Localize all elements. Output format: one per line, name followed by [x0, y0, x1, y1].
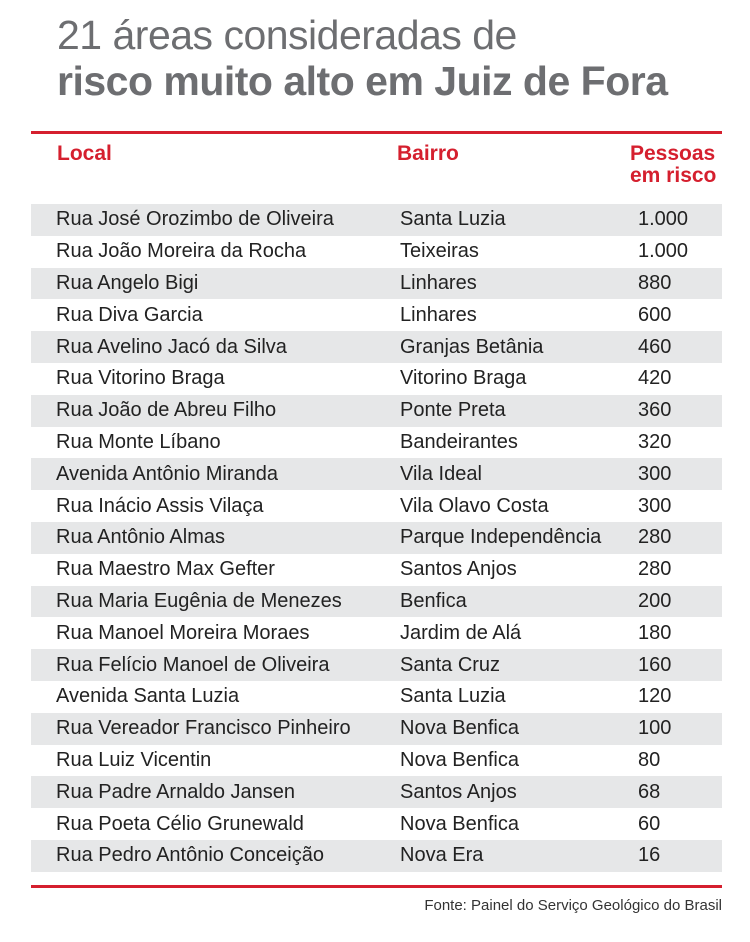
table-row: [31, 617, 722, 649]
title-line-2: risco muito alto em Juiz de Fora: [57, 58, 668, 104]
table-row: [31, 776, 722, 808]
cell-bairro: Santos Anjos: [400, 780, 517, 803]
cell-local: Rua Diva Garcia: [56, 303, 203, 326]
cell-pessoas: 1.000: [638, 208, 689, 231]
cell-local: Rua João Moreira da Rocha: [56, 240, 307, 263]
table-row: [31, 299, 722, 331]
table-row: [31, 458, 722, 490]
cell-pessoas: 420: [638, 367, 672, 390]
title-line-1: 21 áreas consideradas de: [57, 12, 517, 58]
bottom-divider: [31, 885, 722, 888]
table-row: [31, 331, 722, 363]
cell-pessoas: 100: [638, 717, 672, 740]
cell-bairro: Nova Benfica: [400, 748, 519, 771]
cell-pessoas: 160: [638, 653, 672, 676]
cell-local: Rua Angelo Bigi: [56, 271, 199, 294]
cell-bairro: Vitorino Braga: [400, 367, 527, 390]
cell-local: Rua Vereador Francisco Pinheiro: [56, 717, 351, 740]
cell-pessoas: 880: [638, 271, 672, 294]
cell-pessoas: 460: [638, 335, 672, 358]
chart-title: [57, 12, 747, 104]
column-header-local: Local: [57, 142, 112, 165]
cell-local: Rua Padre Arnaldo Jansen: [56, 780, 296, 803]
cell-local: Rua Maestro Max Gefter: [56, 558, 275, 581]
cell-pessoas: 200: [638, 589, 672, 612]
cell-bairro: Linhares: [400, 271, 477, 294]
cell-local: Rua Avelino Jacó da Silva: [56, 335, 287, 358]
cell-local: Rua Maria Eugênia de Menezes: [56, 589, 342, 612]
column-header-pessoas-line1: Pessoas: [630, 142, 716, 165]
cell-bairro: Benfica: [400, 589, 467, 612]
cell-local: Rua Monte Líbano: [56, 430, 221, 453]
cell-pessoas: 600: [638, 303, 672, 326]
cell-bairro: Jardim de Alá: [400, 621, 522, 644]
table-row: [31, 427, 722, 459]
table-row: [31, 649, 722, 681]
cell-bairro: Santos Anjos: [400, 558, 517, 581]
table-row: [31, 204, 722, 236]
cell-pessoas: 280: [638, 558, 672, 581]
table-row: [31, 395, 722, 427]
cell-local: Rua Luiz Vicentin: [56, 748, 212, 771]
cell-local: Avenida Antônio Miranda: [56, 462, 279, 485]
cell-bairro: Granjas Betânia: [400, 335, 544, 358]
table-row: [31, 554, 722, 586]
cell-bairro: Nova Benfica: [400, 717, 519, 740]
table-row: [31, 490, 722, 522]
cell-pessoas: 360: [638, 399, 672, 422]
table-row: [31, 268, 722, 300]
table-row: [31, 840, 722, 872]
cell-local: Rua Inácio Assis Vilaça: [56, 494, 264, 517]
table-row: [31, 236, 722, 268]
cell-local: Rua Felício Manoel de Oliveira: [56, 653, 330, 676]
cell-pessoas: 180: [638, 621, 672, 644]
cell-bairro: Linhares: [400, 303, 477, 326]
table-row: [31, 681, 722, 713]
table-row: [31, 363, 722, 395]
cell-pessoas: 68: [638, 780, 661, 803]
cell-bairro: Santa Luzia: [400, 208, 506, 231]
cell-bairro: Vila Ideal: [400, 462, 482, 485]
cell-pessoas: 16: [638, 844, 661, 867]
table-row: [31, 522, 722, 554]
table-row: [31, 745, 722, 777]
cell-local: Rua Pedro Antônio Conceição: [56, 844, 324, 867]
cell-pessoas: 120: [638, 685, 672, 708]
column-header-pessoas: [630, 143, 730, 187]
risk-table: [31, 204, 722, 872]
top-divider: [31, 131, 722, 134]
cell-pessoas: 280: [638, 526, 672, 549]
column-header-pessoas-line2: em risco: [630, 164, 717, 187]
cell-bairro: Nova Benfica: [400, 812, 519, 835]
cell-bairro: Parque Independência: [400, 526, 602, 549]
cell-pessoas: 80: [638, 748, 661, 771]
cell-bairro: Vila Olavo Costa: [400, 494, 549, 517]
cell-bairro: Ponte Preta: [400, 399, 506, 422]
cell-bairro: Bandeirantes: [400, 430, 518, 453]
column-header-bairro: Bairro: [397, 142, 459, 165]
table-row: [31, 586, 722, 618]
table-row: [31, 808, 722, 840]
cell-local: Rua Manoel Moreira Moraes: [56, 621, 310, 644]
cell-local: Rua Vitorino Braga: [56, 367, 225, 390]
cell-pessoas: 1.000: [638, 240, 689, 263]
cell-local: Avenida Santa Luzia: [56, 685, 240, 708]
cell-pessoas: 60: [638, 812, 661, 835]
cell-local: Rua Antônio Almas: [56, 526, 225, 549]
cell-bairro: Santa Cruz: [400, 653, 501, 676]
cell-bairro: Santa Luzia: [400, 685, 506, 708]
cell-local: Rua João de Abreu Filho: [56, 399, 277, 422]
cell-local: Rua José Orozimbo de Oliveira: [56, 208, 334, 231]
cell-pessoas: 300: [638, 462, 672, 485]
table-row: [31, 713, 722, 745]
source-note: Fonte: Painel do Serviço Geológico do Brasil: [424, 897, 722, 914]
cell-bairro: Nova Era: [400, 844, 484, 867]
cell-pessoas: 300: [638, 494, 672, 517]
cell-pessoas: 320: [638, 430, 672, 453]
cell-local: Rua Poeta Célio Grunewald: [56, 812, 304, 835]
cell-bairro: Teixeiras: [400, 240, 479, 263]
